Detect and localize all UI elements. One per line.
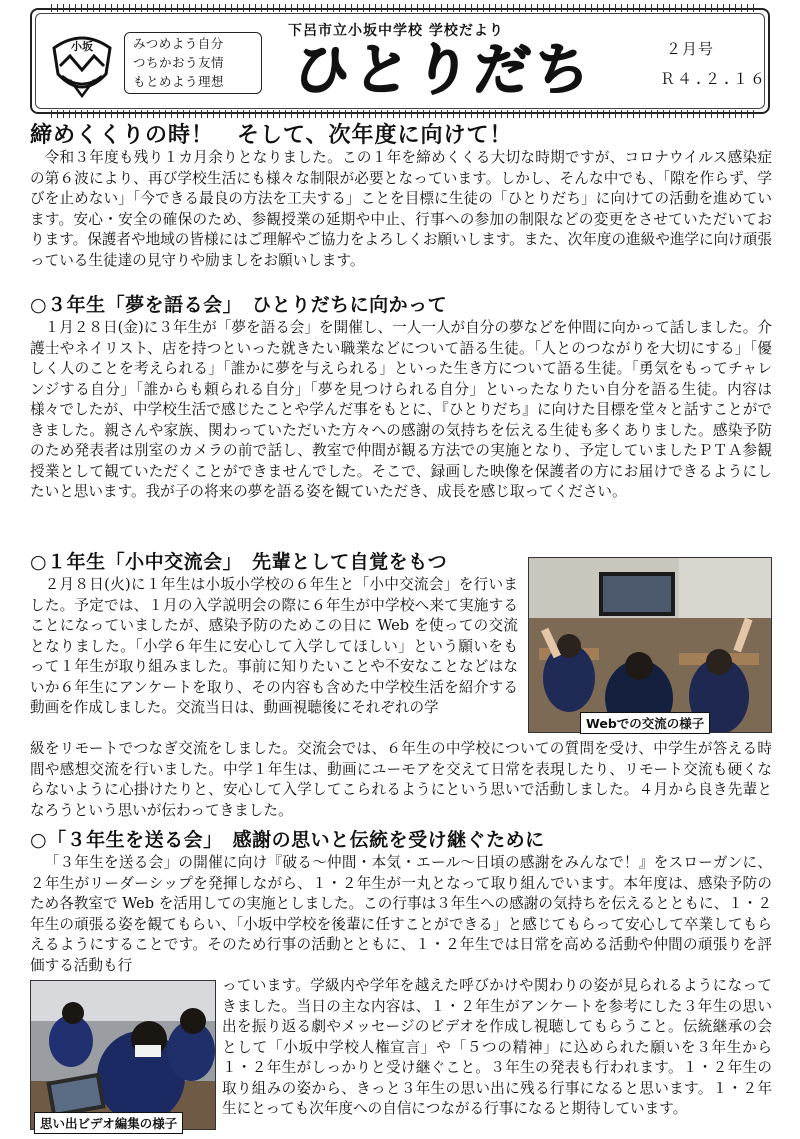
section-heading-grade3-dreams: ○３年生「夢を語る会」 ひとりだちに向かって [30,294,448,316]
motto-line: もとめよう理想 [133,74,225,89]
newsletter-title: ひとりだち [290,38,598,103]
newsletter-header [30,8,770,114]
section-body-grade1-exchange-bottom: 級をリモートでつなぎ交流をしました。交流会では、６年生の中学校についての質問を受け、中学生が答える時間や感想交流を行いました。中学１年生は、動画にユーモアを交えて日常を表現したり、リモート交流も硬くならないように心掛けたりと、安心して入学してこられるようにという思いで活動しました。４月から良き先輩となろうという思いが伝わってきました。 [30,740,772,819]
web-exchange-photo [528,557,772,733]
school-mottos [124,32,262,94]
school-name: 下呂市立小坂中学校 学校だより [288,23,504,39]
section-body-grade3-dreams: １月２８日(金)に３年生が「夢を語る会」を開催し、一人一人が自分の夢などを仲間に向かって話しました。介護士やネイリスト、店を持つといった就きたい職業などについて語る生徒。「人とのつながりを大切にする」「優しく人のことを考えられる」「誰かに夢を与えられる」といった生き方について語る生徒。「勇気をもってチャレンジする自分」「誰からも頼られる自分」「夢を見つけられる自分」といったなりたい自分を語る生徒。内容は様々でしたが、中学校生活で感じたことや学んだ事をもとに、『ひとりだち』に向けた目標を堂々と話すことができました。親さんや家族、関わっていただいた方々への感謝の気持ちを伝える生徒も多くありました。感染予防のため発表者は別室のカメラの前で話し、教室で仲間が観る方法での実施となり、予定していましたＰＴＡ参観授業として観ていただくことができませんでした。そこで、録画した映像を保護者の方にお届けできるようにしたいと思います。我が子の将来の夢を語る姿を観ていただき、成長を感じ取ってください。 [30,319,772,500]
emblem-text: 小坂 [71,40,93,53]
header-bottom-border [46,110,754,118]
section-body-grade1-exchange-top: ２月８日(火)に１年生は小坂小学校の６年生と「小中交流会」を行いました。予定では、１月の入学説明会の際に６年生が中学校へ来て実施することになっていましたが、感染予防のためこの日に Web を使っての交流となりました。「小学６年生に安心して入学してほしい」という願いをもって１年生が取り組みました。事前に知りたいことや不安なことなどはないか６年生にアンケートを取り、その内容も含めた中学校生活を紹介する動画を作成しました。交流当日は、動画視聴後にそれぞれの学 [30,576,518,716]
issue-month: ２月号 [666,40,715,58]
section-heading-grade1-exchange: ○１年生「小中交流会」 先輩として自覚をもつ [30,551,448,573]
video-editing-photo [30,980,216,1130]
photo-caption-video-editing: 思い出ビデオ編集の様子 [34,1112,183,1134]
photo-caption-web-exchange: Webでの交流の様子 [580,712,710,734]
school-emblem-icon [46,26,118,104]
motto-line: つちかおう友情 [133,55,225,70]
issue-date: Ｒ４.２.１６ [660,70,768,88]
section-body-farewell-bottom: っています。学級内や学年を越えた呼びかけや関わりの姿が見られるようになってきました。当日の主な内容は、１・２年生がアンケートを参考にした３年生の思い出を振り返る劇やメッセージのビデオを作成し視聴してもらうこと。伝統継承の会として「小坂中学校人権宣言」や「５つの精神」に込められた願いを３年生から１・２年生がしっかりと受け継ぐこと。３年生の発表も行われます。１・２年生の取り組みの姿から、きっと３年生の思い出に残る行事になると思います。１・２年生にとっても次年度への自信につながる行事になると期待しています。 [222,977,772,1117]
motto-line: みつめよう自分 [133,36,224,51]
section-heading-farewell: ○「３年生を送る会」 感謝の思いと伝統を受け継ぐために [30,829,545,851]
intro-paragraph: 令和３年度も残り１カ月余りとなりました。この１年を締めくくる大切な時期ですが、コロナウイルス感染症の第６波により、再び学校生活にも様々な制限が必要となっています。しかし、そんな中でも、「隙を作らず、学びを止めない」「今できる最良の方法を工夫する」ことを目標に生徒の「ひとりだち」に向けての活動を進めています。安心・安全の確保のため、参観授業の延期や中止、行事への参加の制限などの変更をさせていただいております。保護者や地域の皆様にはご理解やご協力をよろしくお願いします。また、次年度の進級や進学に向け頑張っている生徒達の見守りや励ましをお願いします。 [30,149,772,269]
section-body-farewell-top: 「３年生を送る会」の開催に向け『破る～仲間・本気・エール～日頃の感謝をみんなで！』をスローガンに、２年生がリーダーシップを発揮しながら、１・２年生が一丸となって取り組んでいます。本年度は、感染予防のため各教室で Web を活用しての実施としました。この行事は３年生への感謝の気持ちを伝えるとともに、１・２年生の頑張る姿を観てもらい、「小坂中学校を後輩に任すことができる」と感じてもらって安心して卒業してもらえるようにすることです。そのため行事の活動とともに、１・２年生では日常を高める活動や仲間の頑張りを評価する活動も行 [30,854,772,974]
main-heading: 締めくくりの時！ そして、次年度に向けて！ [30,123,513,148]
header-top-border [46,4,754,12]
